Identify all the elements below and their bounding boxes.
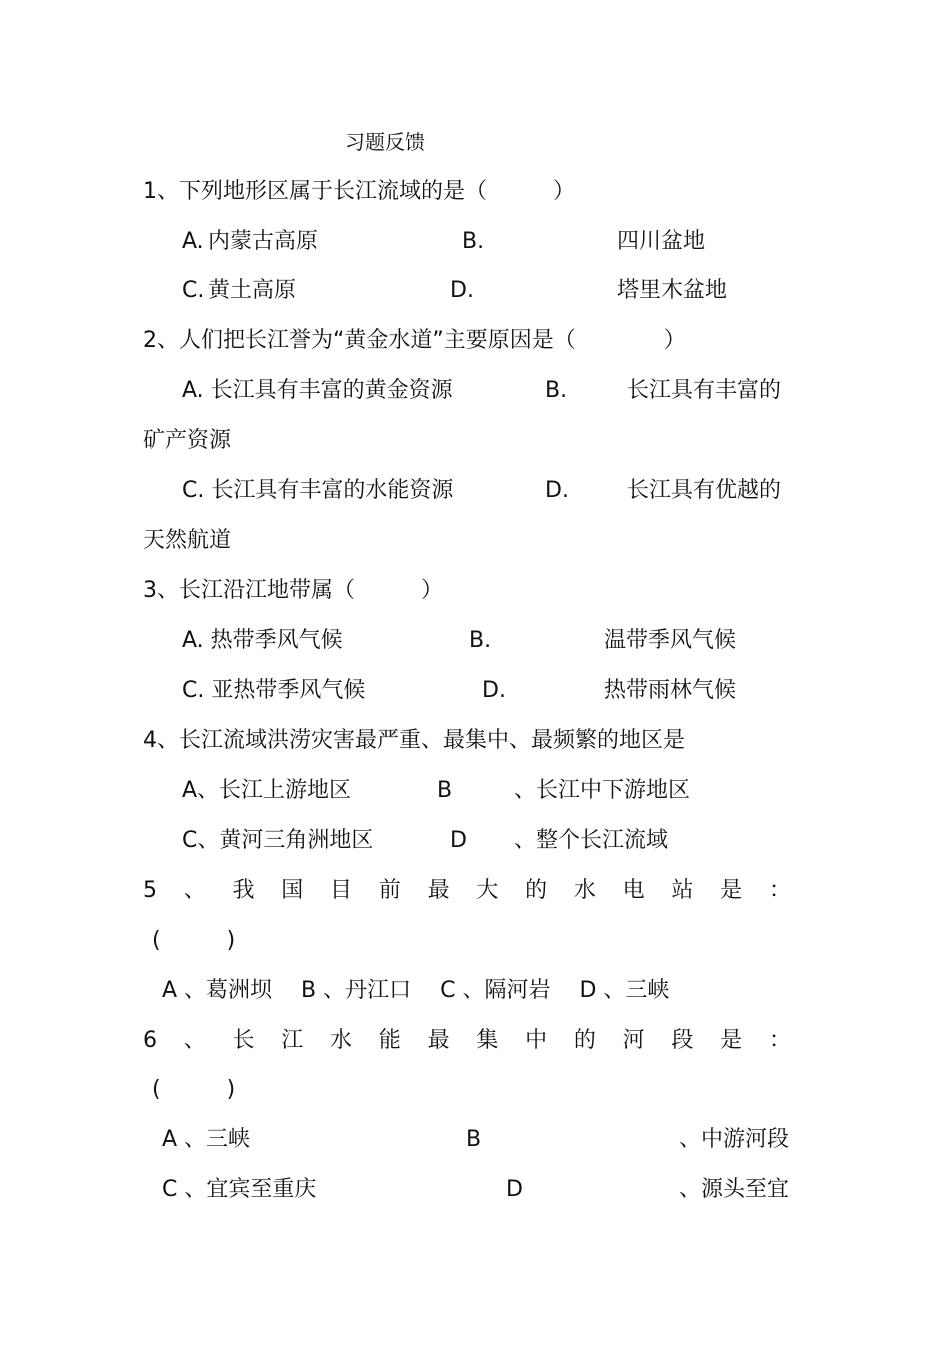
q2-option-b-continued: 矿产资源 (143, 428, 232, 453)
q1-stem: 1、下列地形区属于长江流域的是（ ） (143, 179, 575, 204)
q2-option-d-text: 长江具有优越的 (627, 478, 782, 503)
q4-option-d-text: 、整个长江流域 (514, 828, 669, 853)
q1-option-b-text: 四川盆地 (617, 229, 706, 254)
q3-option-b-text: 温带季风气候 (604, 628, 737, 653)
q6-option-c: C 、宜宾至重庆 (162, 1177, 317, 1202)
q5-answer-paren: ( ) (152, 928, 236, 953)
q1-option-b-label: B. (462, 229, 485, 254)
q1-option-c-label: C. (182, 278, 205, 303)
q2-stem: 2、人们把长江誉为“黄金水道”主要原因是（ ） (143, 328, 686, 353)
q6-option-b-text: 、中游河段 (679, 1127, 790, 1152)
q1-option-d-label: D. (450, 278, 474, 303)
q5-stem: 5 、 我 国 目 前 最 大 的 水 电 站 是 ： (143, 878, 791, 903)
q4-option-a: A、长江上游地区 (182, 778, 352, 803)
q3-option-d-label: D. (482, 678, 506, 703)
q2-option-b-text: 长江具有丰富的 (627, 378, 782, 403)
q1-option-c-text: 黄土高原 (208, 278, 297, 303)
q4-option-b-text: 、长江中下游地区 (514, 778, 691, 803)
q4-option-d-label: D (450, 828, 467, 853)
q6-option-a: A 、三峡 (162, 1127, 251, 1152)
q4-stem: 4、长江流域洪涝灾害最严重、最集中、最频繁的地区是 (143, 728, 685, 753)
q2-option-c: C. 长江具有丰富的水能资源 (182, 478, 454, 503)
q5-options: A 、葛洲坝 B 、丹江口 C 、隔河岩 D 、三峡 (162, 978, 670, 1003)
q3-stem: 3、长江沿江地带属（ ） (143, 578, 443, 603)
q6-option-d-text: 、源头至宜 (679, 1177, 790, 1202)
q2-option-d-continued: 天然航道 (143, 528, 232, 553)
q4-option-b-label: B (437, 778, 453, 803)
q3-option-a: A. 热带季风气候 (182, 628, 343, 653)
q4-option-c: C、黄河三角洲地区 (182, 828, 374, 853)
q2-option-b-label: B. (545, 378, 568, 403)
q2-option-a: A. 长江具有丰富的黄金资源 (182, 378, 453, 403)
q2-option-d-label: D. (545, 478, 569, 503)
page-title: 习题反馈 (345, 130, 425, 154)
q6-answer-paren: ( ) (152, 1077, 236, 1102)
q6-option-d-label: D (506, 1177, 523, 1202)
q3-option-c: C. 亚热带季风气候 (182, 678, 366, 703)
q1-option-d-text: 塔里木盆地 (617, 278, 728, 303)
q3-option-d-text: 热带雨林气候 (604, 678, 737, 703)
q1-option-a-label: A. (182, 229, 204, 254)
q6-stem: 6 、 长 江 水 能 最 集 中 的 河 段 是 ： (143, 1028, 791, 1053)
q1-option-a-text: 内蒙古高原 (208, 229, 319, 254)
q6-option-b-label: B (466, 1127, 482, 1152)
q3-option-b-label: B. (469, 628, 492, 653)
